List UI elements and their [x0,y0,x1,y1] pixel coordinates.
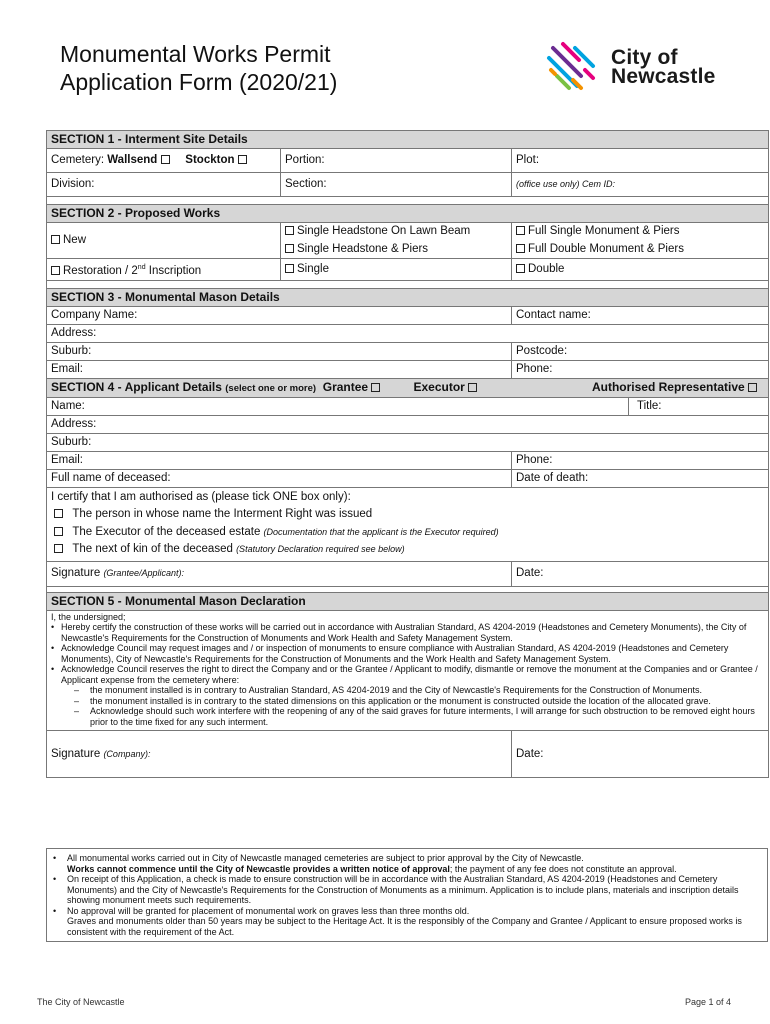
new-option[interactable]: New [47,223,281,259]
plot-field[interactable]: Plot: [512,149,769,173]
single-lawn-option[interactable]: Single Headstone On Lawn Beam [281,223,512,241]
logo-text: City of Newcastle [611,46,716,88]
single-checkbox[interactable] [285,264,294,273]
single-option[interactable]: Single [281,259,512,281]
single-piers-option[interactable]: Single Headstone & Piers [281,241,512,259]
mason-declaration: I, the undersigned; • Hereby certify the construction of these works will be carried out in accordance with Australian Standard, AS 4204-2019 (Headstones and Cemetery Monuments), the City of Newcastle's Requirements for the Construction of Monuments and Work Health and Safety Management System. • Acknowledge Council may request images and / or inspection of monuments to ensure compliance with Australian Standard, AS 4204-2019 (Headstones and Cemetery Monuments), City of Newcastle's Requirements for the Construction of Monuments and the Work Health and Safety Management System. • Acknowledge Council reserves the right to direct the Company and or the Grantee / Applicant to modify, dismantle or remove the monument at the Companies and or Grantee / Applicant expense from the cemetery where: – the monument installed is in contrary to Australian Standard, AS 4204-2019 and the City of Newcastle's Requirements for the Construction of Monuments. – the monument installed is in contrary to the stated dimensions on this application or the monument is constructed outside the location of the allocated grave. – Acknowledge should such work interfere with the reopening of any of the said graves for future interments, I will arrange for such obstruction to be removed eight hours prior to the time fixed for any such interment. [47,610,769,731]
applicant-email-field[interactable]: Email: [47,451,512,469]
single-lawn-checkbox[interactable] [285,226,294,235]
contact-name-field[interactable]: Contact name: [512,306,769,324]
applicant-title-field[interactable]: Title: [629,397,769,415]
company-name-field[interactable]: Company Name: [47,306,512,324]
deceased-name-field[interactable]: Full name of deceased: [47,469,512,487]
single-piers-checkbox[interactable] [285,244,294,253]
applicant-suburb-field[interactable]: Suburb: [47,433,769,451]
double-checkbox[interactable] [516,264,525,273]
cem-id-field: (office use only) Cem ID: [512,173,769,197]
city-logo [545,40,735,95]
certify-option-2[interactable]: The Executor of the deceased estate (Documentation that the applicant is the Executor required) [51,524,764,542]
interment-right-checkbox[interactable] [54,509,63,518]
note-item: • No approval will be granted for placement of monumental work on graves less than three months old. Graves and monuments older than 50 years may be subject to the Heritage Act. It is the responsibly of the Company and Grantee / Applicant to ensure proposed works is consistent with the requirement of the Act. [53,905,742,937]
declaration-item: • Acknowledge Council reserves the right to direct the Company and or the Grantee / Applicant to modify, dismantle or remove the monument at the Companies and or Grantee / Applicant expense from the cemetery where: [51,664,758,685]
section-4-header: SECTION 4 - Applicant Details (select one or more) Grantee Executor Authorised Representative [47,378,769,397]
certify-block [47,487,769,561]
division-field[interactable]: Division: [47,173,281,197]
full-single-option[interactable]: Full Single Monument & Piers [512,223,769,241]
notes-box [46,848,768,942]
company-signature-field[interactable]: Signature (Company): [47,731,512,778]
full-double-option[interactable]: Full Double Monument & Piers [512,241,769,259]
footer-organisation: The City of Newcastle [37,997,125,1007]
page-number: Page 1 of 4 [685,997,732,1007]
company-date-field[interactable]: Date: [512,731,769,778]
applicant-name-field[interactable]: Name: [47,397,629,415]
title-line-1: Monumental Works Permit [60,41,331,67]
logo-mark-icon [545,40,605,95]
title-line-2: Application Form (2020/21) [60,69,338,95]
executor-checkbox[interactable] [468,383,477,392]
certify-option-1[interactable]: The person in whose name the Interment Right was issued [51,506,764,524]
mason-postcode-field[interactable]: Postcode: [512,342,769,360]
application-form [46,130,768,778]
declaration-subitem: – the monument installed is in contrary to Australian Standard, AS 4204-2019 and the City of Newcastle's Requirements for the Construction of Monuments. [73,685,703,696]
restoration-checkbox[interactable] [51,266,60,275]
mason-email-field[interactable]: Email: [47,360,512,378]
section-3-header: SECTION 3 - Monumental Mason Details [47,288,769,306]
applicant-date-field[interactable]: Date: [512,561,769,586]
next-of-kin-checkbox[interactable] [54,544,63,553]
applicant-address-field[interactable]: Address: [47,415,769,433]
date-of-death-field[interactable]: Date of death: [512,469,769,487]
double-option[interactable]: Double [512,259,769,281]
restoration-option[interactable]: Restoration / 2nd Inscription [47,259,281,281]
full-double-checkbox[interactable] [516,244,525,253]
portion-field[interactable]: Portion: [281,149,512,173]
wallsend-checkbox[interactable] [161,155,170,164]
section-1-header: SECTION 1 - Interment Site Details [47,131,769,149]
declaration-item: • Hereby certify the construction of these works will be carried out in accordance with Australian Standard, AS 4204-2019 (Headstones and Cemetery Monuments), the City of Newcastle's Requirements for the Construction of Monuments and Work Health and Safety Management System. [51,622,747,643]
section-field[interactable]: Section: [281,173,512,197]
new-checkbox[interactable] [51,235,60,244]
executor-estate-checkbox[interactable] [54,527,63,536]
section-2-header: SECTION 2 - Proposed Works [47,205,769,223]
section-5-header: SECTION 5 - Monumental Mason Declaration [47,592,769,610]
note-item: • On receipt of this Application, a check is made to ensure construction will be in accordance with the Australian Standard, AS 4204-2019 (Headstones and Cemetery Monuments) and the City of Newcastle's Requirements for the Construction of Monuments as a minimum. Application is to include plans, materials and inscription details showing monument meets such requirements. [53,874,739,905]
stockton-checkbox[interactable] [238,155,247,164]
grantee-checkbox[interactable] [371,383,380,392]
page-title [60,40,337,96]
note-item: • All monumental works carried out in City of Newcastle managed cemeteries are subject to prior approval by the City of Newcastle. Works cannot commence until the City of Newcastle provides a written notice of approval; the payment of any fee does not constitute an approval. [53,853,677,874]
mason-address-field[interactable]: Address: [47,324,769,342]
declaration-subitem: – the monument installed is in contrary to the stated dimensions on this application or the monument is constructed outside the location of the allocated grave. [73,695,711,706]
applicant-signature-field[interactable]: Signature (Grantee/Applicant): [47,561,512,586]
cemetery-field: Cemetery: Wallsend Stockton [47,149,281,173]
certify-text: I certify that I am authorised as (please tick ONE box only): [51,490,351,503]
certify-option-3[interactable]: The next of kin of the deceased (Statutory Declaration required see below) [51,541,764,559]
declaration-subitem: – Acknowledge should such work interfere with the reopening of any of the said graves for future interments, I will arrange for such obstruction to be removed eight hours prior to the time fixed for any such interment. [73,706,755,727]
authorised-rep-checkbox[interactable] [748,383,757,392]
full-single-checkbox[interactable] [516,226,525,235]
mason-suburb-field[interactable]: Suburb: [47,342,512,360]
applicant-phone-field[interactable]: Phone: [512,451,769,469]
declaration-item: • Acknowledge Council may request images and / or inspection of monuments to ensure compliance with Australian Standard, AS 4204-2019 (Headstones and Cemetery Monuments), City of Newcastle's Requirements for the Construction of Monuments and the Work Health and Safety Management System. [51,643,729,664]
mason-phone-field[interactable]: Phone: [512,360,769,378]
